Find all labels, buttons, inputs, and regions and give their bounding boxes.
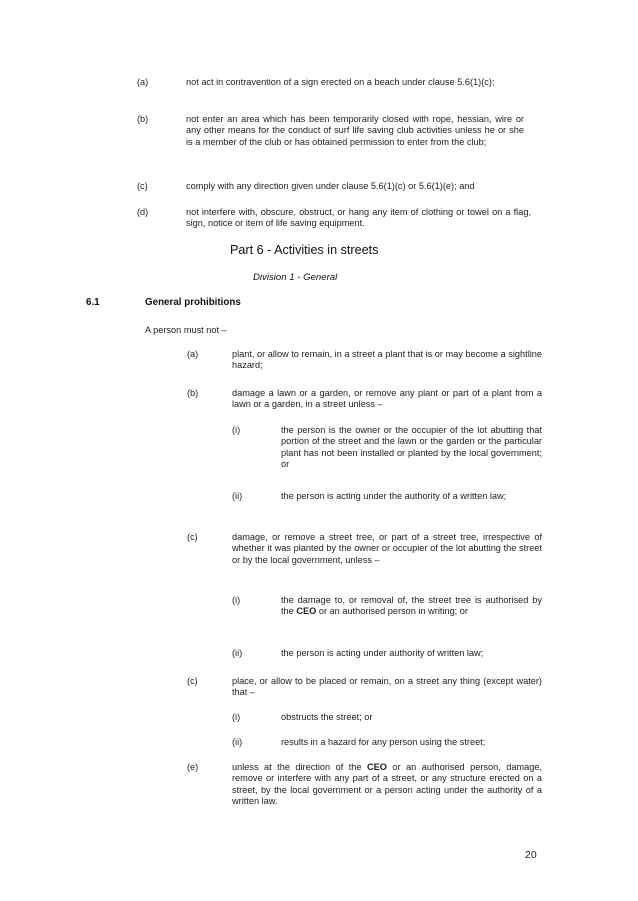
item-text: plant, or allow to remain, in a street a plant that is or may become a sightline hazard;	[232, 349, 542, 371]
page-number: 20	[525, 849, 537, 861]
item-text: place, or allow to be placed or remain, on a street any thing (except water) that –	[232, 676, 542, 698]
subitem-label: (ii)	[232, 491, 243, 501]
item-label: (c)	[187, 676, 198, 686]
list-item-text: not interfere with, obscure, obstruct, or hang any item of clothing or towel on a flag, sign, notice or item of life saving equipment.	[186, 207, 531, 229]
subitem-label: (ii)	[232, 737, 243, 747]
item-label: (e)	[187, 762, 199, 772]
division-heading: Division 1 - General	[253, 272, 338, 283]
subitem-label: (i)	[232, 425, 241, 435]
section-intro: A person must not –	[145, 325, 227, 335]
list-item-text: comply with any direction given under clause 5.6(1)(c) or 5.6(1)(e); and	[186, 181, 475, 191]
list-item-text: not enter an area which has been temporarily closed with rope, hessian, wire or any other means for the conduct of surf life saving club activities unless he or she is a member of the club or has obtained permission to enter from the club;	[186, 114, 524, 147]
text-run: or an authorised person, damage, remove or interfere with any part of a street, or any structure erected on a street, by the local government or a person acting under the authority of a written law.	[232, 762, 543, 806]
item-text: damage, or remove a street tree, or part of a street tree, irrespective of whether it was planted by the owner or occupier of the lot abutting the street or by the local government, unless –	[232, 532, 542, 565]
item-label: (c)	[187, 532, 198, 542]
item-label: (a)	[187, 349, 199, 359]
item-text	[232, 762, 542, 807]
subitem-text: the person is acting under the authority of a written law;	[281, 491, 507, 501]
subitem-text	[281, 595, 542, 618]
list-label: (a)	[137, 77, 149, 87]
list-label: (d)	[137, 207, 149, 217]
item-label: (b)	[187, 388, 199, 398]
subitem-text: obstructs the street; or	[281, 712, 373, 722]
section-number: 6.1	[86, 297, 100, 308]
subitem-text: the person is acting under authority of written law;	[281, 648, 484, 658]
text-run: the damage to, or removal of, the street tree is authorised by the	[281, 595, 542, 617]
part-heading: Part 6 - Activities in streets	[230, 243, 379, 257]
subitem-text: results in a hazard for any person using the street;	[281, 737, 486, 747]
list-label: (b)	[137, 114, 149, 124]
list-item-text: not act in contravention of a sign erected on a beach under clause 5.6(1)(c);	[186, 77, 495, 87]
item-text: damage a lawn or a garden, or remove any plant or part of a plant from a lawn or a garden, in a street unless –	[232, 388, 542, 410]
ceo-term: CEO	[296, 606, 317, 617]
ceo-term: CEO	[367, 762, 387, 772]
subitem-text: the person is the owner or the occupier of the lot abutting that portion of the street and the lawn or the garden or the particular plant has not been installed or planted by the local government; or	[281, 425, 542, 469]
list-label: (c)	[137, 181, 148, 191]
subitem-label: (i)	[232, 712, 241, 722]
subitem-label: (ii)	[232, 648, 243, 658]
text-run: unless at the direction of the	[232, 762, 362, 772]
section-title: General prohibitions	[145, 297, 241, 308]
subitem-label: (i)	[232, 595, 241, 605]
text-run: or an authorised person in writing; or	[318, 606, 468, 617]
